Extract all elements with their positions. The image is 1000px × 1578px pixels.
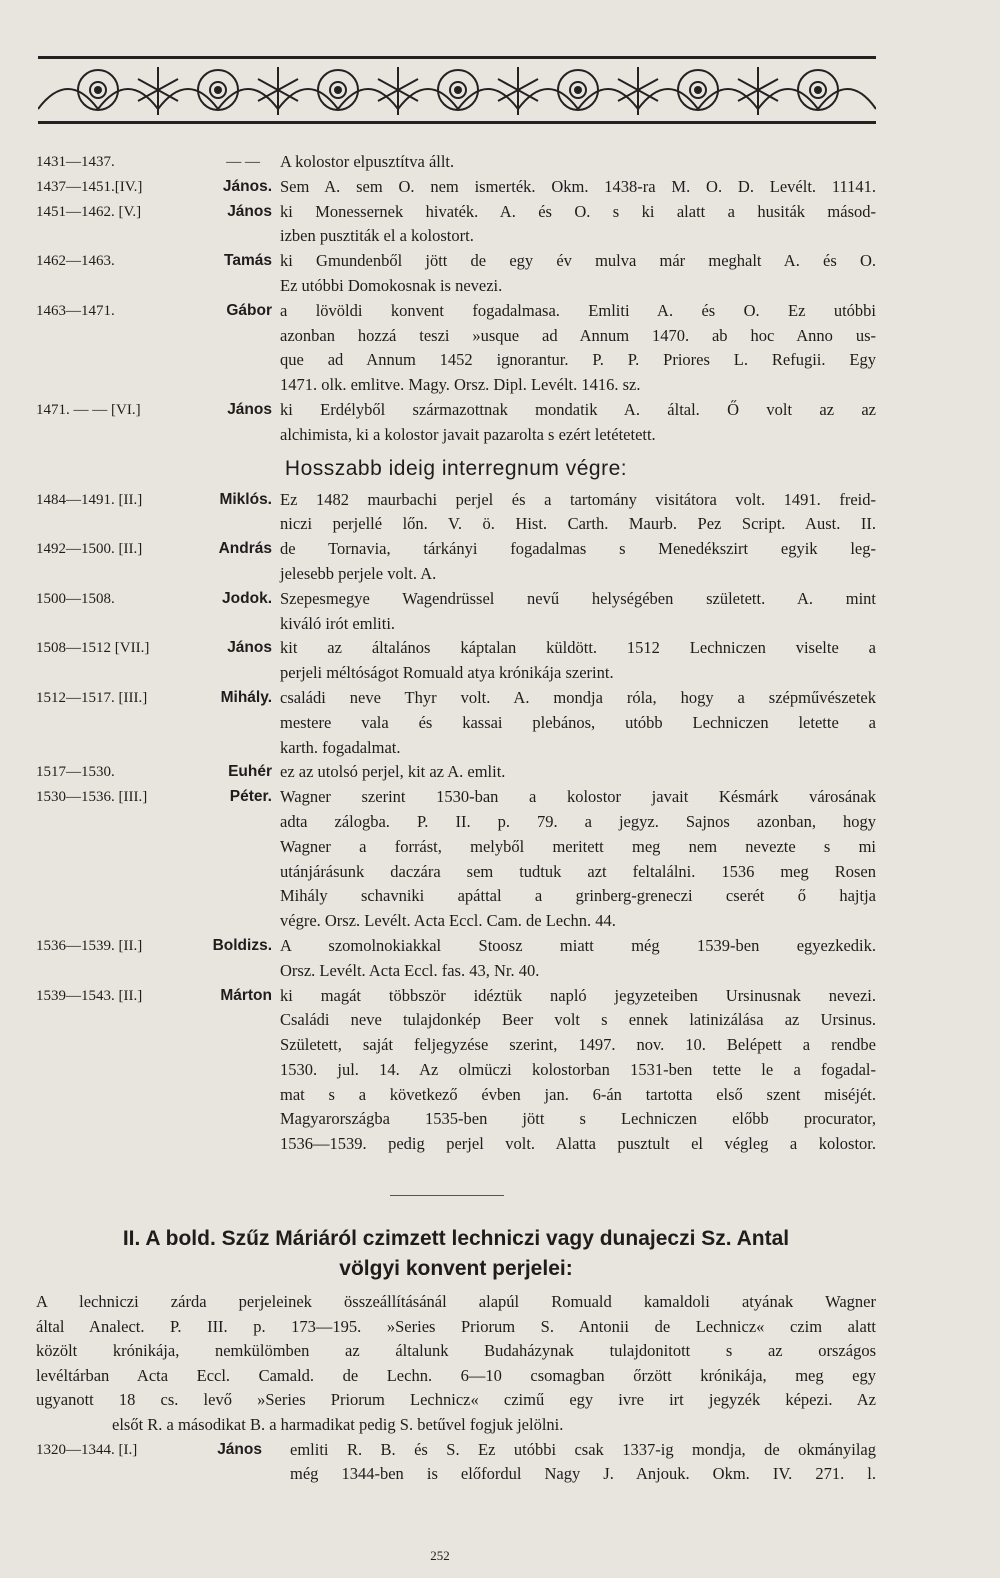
section-2-body bbox=[36, 1290, 876, 1487]
entry-name: András bbox=[218, 540, 272, 558]
entry-name: Péter. bbox=[229, 788, 272, 806]
entry-text-line: alchimista, ki a kolostor javait pazarolta s ezért letétetett. bbox=[280, 424, 656, 444]
entry-years: 1508—1512 [VII.] bbox=[36, 640, 150, 657]
entry-years: 1492—1500. [II.] bbox=[36, 541, 143, 558]
list-item bbox=[36, 636, 876, 686]
entry-text-line: azonban hozzá teszi »usque ad Annum 1470. ab hoc Anno us- bbox=[280, 325, 876, 345]
entry-name: János bbox=[227, 639, 272, 657]
entry-text-line: 1536—1539. pedig perjel volt. Alatta pusztult el végleg a kolostor. bbox=[280, 1134, 876, 1154]
entry-name: János bbox=[227, 202, 272, 220]
page-number: 252 bbox=[430, 1548, 450, 1563]
list-item bbox=[36, 175, 876, 200]
entry-text-line: que ad Annum 1452 ignorantur. P. P. Priores L. Refugii. Egy bbox=[280, 350, 876, 370]
prior-list-part1 bbox=[36, 150, 876, 1157]
entry-text-line: emliti R. B. és S. Ez utóbbi csak 1337-ig mondja, de okmányilag bbox=[290, 1439, 876, 1459]
entry-text-line: családi neve Thyr volt. A. mondja róla, hogy a szépművészetek bbox=[280, 687, 876, 707]
entry-text-line: a lövöldi konvent fogadalmasa. Emliti A. és O. Ez utóbbi bbox=[280, 300, 876, 320]
entry-text-line: ki magát többször idéztük napló jegyzeteiben Ursinusnak nevezi. bbox=[280, 985, 876, 1005]
list-item bbox=[36, 760, 876, 785]
entry-text-line: A szomolnokiakkal Stoosz miatt még 1539-ben egyezkedik. bbox=[280, 935, 876, 955]
floral-ornament-icon bbox=[38, 59, 876, 121]
list-item bbox=[36, 537, 876, 587]
entry-name: János bbox=[227, 400, 272, 418]
entry-text-line: 1471. olk. emlitve. Magy. Orsz. Dipl. Levélt. 1416. sz. bbox=[280, 375, 641, 395]
entry-years: 1431—1437. bbox=[36, 154, 115, 170]
section-divider bbox=[390, 1195, 504, 1196]
entry-text-line: ki Gmundenből jött de egy év mulva már meghalt A. és O. bbox=[280, 251, 876, 271]
list-item bbox=[36, 200, 876, 250]
list-item bbox=[36, 1438, 876, 1488]
entry-name: Mihály. bbox=[220, 688, 272, 706]
list-item bbox=[36, 934, 876, 984]
entry-text-line: kit az általános káptalan küldött. 1512 Lechniczen viselte a bbox=[280, 638, 876, 658]
entry-text-line: Született, saját feljegyzése szerint, 1497. nov. 10. Belépett a rendbe bbox=[280, 1035, 876, 1055]
entry-text-line: még 1344-ben is előfordul Nagy J. Anjouk. Okm. IV. 271. l. bbox=[290, 1464, 876, 1484]
paragraph-line: által Analect. P. III. p. 173—195. »Series Priorum S. Antonii de Lechnicz« czim alatt bbox=[36, 1316, 876, 1336]
entry-text-line: Ez 1482 maurbachi perjel és a tartomány visitátora volt. 1491. freid- bbox=[280, 489, 876, 509]
entry-text-line: Szepesmegye Wagendrüssel nevű helységében született. A. mint bbox=[280, 588, 876, 608]
entry-text-line: utánjárásunk daczára sem tudtuk azt feltalálni. 1536 meg Rosen bbox=[280, 861, 876, 881]
list-item bbox=[36, 398, 876, 448]
entry-text-line: Wagner szerint 1530-ban a kolostor javait Késmárk városának bbox=[280, 787, 876, 807]
entry-years: 1536—1539. [II.] bbox=[36, 937, 143, 954]
entry-name: Miklós. bbox=[219, 490, 272, 508]
entry-text-line: Sem A. sem O. nem ismerték. Okm. 1438-ra M. O. D. Levélt. 11141. bbox=[280, 176, 876, 196]
entry-text-line: ez az utolsó perjel, kit az A. emlit. bbox=[280, 762, 506, 782]
entry-years: 1517—1530. bbox=[36, 764, 115, 781]
section-2-title bbox=[36, 1224, 876, 1284]
list-item bbox=[36, 785, 876, 934]
list-item bbox=[36, 984, 876, 1158]
list-item bbox=[36, 299, 876, 398]
entry-years: 1484—1491. [II.] bbox=[36, 491, 143, 508]
list-item bbox=[36, 249, 876, 299]
entry-text-line: mestere vala és kassai plebános, utóbb Lechniczen letette a bbox=[280, 712, 876, 732]
entry-text-line: niczi perjellé lőn. V. ö. Hist. Carth. Maurb. Pez Script. Aust. II. bbox=[280, 514, 876, 534]
entry-text-line: izben pusztiták el a kolostort. bbox=[280, 226, 474, 246]
entry-text-line: Családi neve tulajdonkép Beer volt s ennek latinizálása az Ursinus. bbox=[280, 1010, 876, 1030]
paragraph-line: levéltárban Acta Eccl. Camald. de Lechn. 6—10 csomagban őrzött krónikája, meg egy bbox=[36, 1365, 876, 1385]
entry-text-line: végre. Orsz. Levélt. Acta Eccl. Cam. de Lechn. 44. bbox=[280, 911, 616, 931]
entry-years: 1512—1517. [III.] bbox=[36, 689, 148, 706]
section-2-title-line: völgyi konvent perjelei: bbox=[339, 1257, 573, 1280]
entry-name: Euhér bbox=[228, 763, 272, 781]
list-item bbox=[36, 488, 876, 538]
entry-text-line: perjeli méltóságot Romuald atya krónikája szerint. bbox=[280, 663, 614, 683]
entry-text-line: 1530. jul. 14. Az olmüczi kolostorban 1531-ben tette le a fogadal- bbox=[280, 1059, 876, 1079]
entry-text-line: jelesebb perjele volt. A. bbox=[280, 563, 437, 583]
paragraph-line: elsőt R. a másodikat B. a harmadikat pedig S. betűvel fogjuk jelölni. bbox=[112, 1414, 564, 1434]
entry-text-line: Wagner a forrást, melyből meritett meg nem nevezte s mi bbox=[280, 836, 876, 856]
decorative-header-border bbox=[38, 56, 876, 124]
list-item bbox=[36, 587, 876, 637]
entry-text-line: Ez utóbbi Domokosnak is nevezi. bbox=[280, 275, 503, 295]
entry-years: 1451—1462. [V.] bbox=[36, 203, 142, 220]
section-2-title-line: II. A bold. Szűz Máriáról czimzett lechniczi vagy dunajeczi Sz. Antal bbox=[122, 1227, 790, 1250]
entry-years: 1463—1471. bbox=[36, 302, 115, 319]
entry-text-line: Mihály schavniki apáttal a grinberg-greneczi cserét ő hajtja bbox=[280, 886, 876, 906]
paragraph-line: ugyanott 18 cs. levő »Series Priorum Lechnicz« czimű egy ivre irt jegyzék képezi. Az bbox=[36, 1390, 876, 1410]
paragraph-line: közölt krónikája, nemkülömben az általunk Budaházynak tulajdonitott s az országos bbox=[36, 1341, 876, 1361]
interregnum-heading: Hosszabb ideig interregnum végre: bbox=[284, 456, 628, 480]
entry-name: Márton bbox=[220, 986, 272, 1004]
entry-text-line: karth. fogadalmat. bbox=[280, 737, 401, 757]
entry-name: János bbox=[217, 1440, 262, 1458]
entry-name: Gábor bbox=[226, 301, 272, 319]
entry-text-line: adta zálogba. P. II. p. 79. a jegyz. Sajnos azonban, hogy bbox=[280, 811, 876, 831]
entry-text-line: ki Erdélyből származottnak mondatik A. által. Ő volt az az bbox=[280, 399, 876, 419]
list-item bbox=[36, 686, 876, 760]
entry-text-line: mat s a következő évben jan. 6-án tartotta első szent miséjét. bbox=[280, 1084, 876, 1104]
entry-text-line: kiváló irót emliti. bbox=[280, 613, 396, 633]
entry-years: 1471. — — [VI.] bbox=[36, 401, 141, 418]
paragraph-line: A lechniczi zárda perjeleinek összeállításánál alapúl Romuald kamaldoli atyának Wagner bbox=[36, 1292, 876, 1311]
entry-text-line: ki Monessernek hivaték. A. és O. s ki alatt a husiták másod- bbox=[280, 201, 876, 221]
entry-name: Tamás bbox=[224, 252, 272, 270]
entry-years: 1320—1344. [I.] bbox=[36, 1441, 138, 1458]
list-item bbox=[36, 150, 876, 175]
entry-years: 1530—1536. [III.] bbox=[36, 789, 148, 806]
entry-text-line: de Tornavia, tárkányi fogadalmas s Menedékszirt egyik leg- bbox=[280, 539, 876, 559]
entry-years: 1437—1451.[IV.] bbox=[36, 178, 143, 195]
entry-name: Jodok. bbox=[222, 589, 272, 607]
entry-years: 1539—1543. [II.] bbox=[36, 987, 143, 1004]
entry-text-line: Magyarországba 1535-ben jött s Lechniczen előbb procurator, bbox=[280, 1109, 876, 1129]
entry-text-line: Orsz. Levélt. Acta Eccl. fas. 43, Nr. 40. bbox=[280, 960, 540, 980]
entry-text-line: A kolostor elpusztítva állt. bbox=[280, 152, 455, 171]
entry-ordinal: — — bbox=[226, 154, 260, 170]
entry-years: 1500—1508. bbox=[36, 590, 115, 607]
entry-name: Boldizs. bbox=[212, 936, 272, 954]
entry-name: János. bbox=[222, 177, 272, 195]
entry-years: 1462—1463. bbox=[36, 253, 115, 270]
